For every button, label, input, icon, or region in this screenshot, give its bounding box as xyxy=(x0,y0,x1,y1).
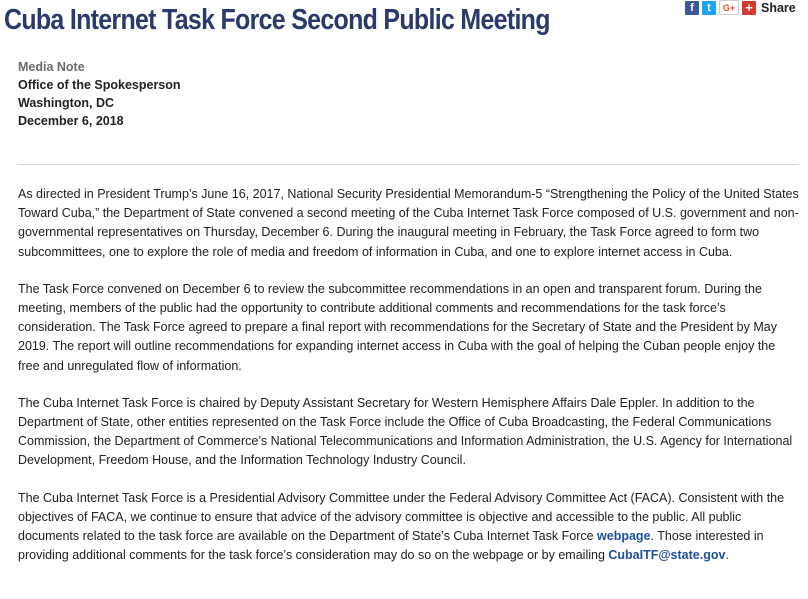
location: Washington, DC xyxy=(18,96,115,110)
divider xyxy=(18,164,798,165)
paragraph-2: The Task Force convened on December 6 to review the subcommittee recommendations in an open and transparent forum. During the meeting, members of the public had the opportunity to contribute additional comments and recommendations for the task force’s consideration. The Task Force agreed to prepare a final report with recommendations for the Secretary of State and the President by May 2019. The report will outline recommendations for expanding internet access in Cuba with the goal of helping the Cuban people enjoy the free and unregulated flow of information. xyxy=(18,281,777,373)
paragraph-4-text-c: . xyxy=(725,548,729,563)
webpage-link[interactable]: webpage xyxy=(597,529,651,544)
email-link[interactable]: CubaITF@state.gov xyxy=(608,548,726,563)
more-share-icon[interactable]: + xyxy=(742,1,756,15)
article-body xyxy=(18,185,800,583)
office-name: Office of the Spokesperson xyxy=(18,78,181,92)
share-button[interactable]: Share xyxy=(761,0,796,15)
google-plus-icon[interactable]: G+ xyxy=(719,0,739,15)
note-type: Media Note xyxy=(18,60,85,74)
paragraph-4 xyxy=(18,489,800,566)
facebook-icon[interactable]: f xyxy=(685,1,699,15)
twitter-icon[interactable]: t xyxy=(702,1,716,15)
page-title: Cuba Internet Task Force Second Public Meeting xyxy=(4,4,550,36)
media-note-meta xyxy=(18,58,181,130)
paragraph-4-text-a: The Cuba Internet Task Force is a Presidential Advisory Committee under the Federal Advisory Committee Act (FACA). Consistent with the objectives of FACA, we continue to ensure that advice of the advisory committee is objective and accessible to the public. All public documents related to the task force are available on the Department of State’s Cuba Internet Task Force xyxy=(18,490,785,544)
paragraph-3: The Cuba Internet Task Force is chaired by Deputy Assistant Secretary for Western Hemisphere Affairs Dale Eppler. In addition to the Department of State, other entities represented on the Task Force include the Office of Cuba Broadcasting, the Federal Communications Commission, the Department of Commerce’s National Telecommunications and Information Administration, the U.S. Agency for International Development, Freedom House, and the Information Technology Industry Council. xyxy=(18,395,793,468)
paragraph-4-text-b: . Those interested in providing additional comments for the task force’s consideration may do so on the webpage or by emailing xyxy=(18,529,764,563)
share-bar xyxy=(685,0,796,15)
paragraph-1: As directed in President Trump’s June 16, 2017, National Security Presidential Memorandum-5 “Strengthening the Policy of the United States Toward Cuba,” the Department of State convened a second meeting of the Cuba Internet Task Force composed of U.S. government and non-governmental representatives on Thursday, December 6. During the inaugural meeting in February, the Task Force agreed to form two subcommittees, one to explore the role of media and freedom of information in Cuba, and one to explore internet access in Cuba. xyxy=(18,187,799,259)
publish-date: December 6, 2018 xyxy=(18,114,124,128)
